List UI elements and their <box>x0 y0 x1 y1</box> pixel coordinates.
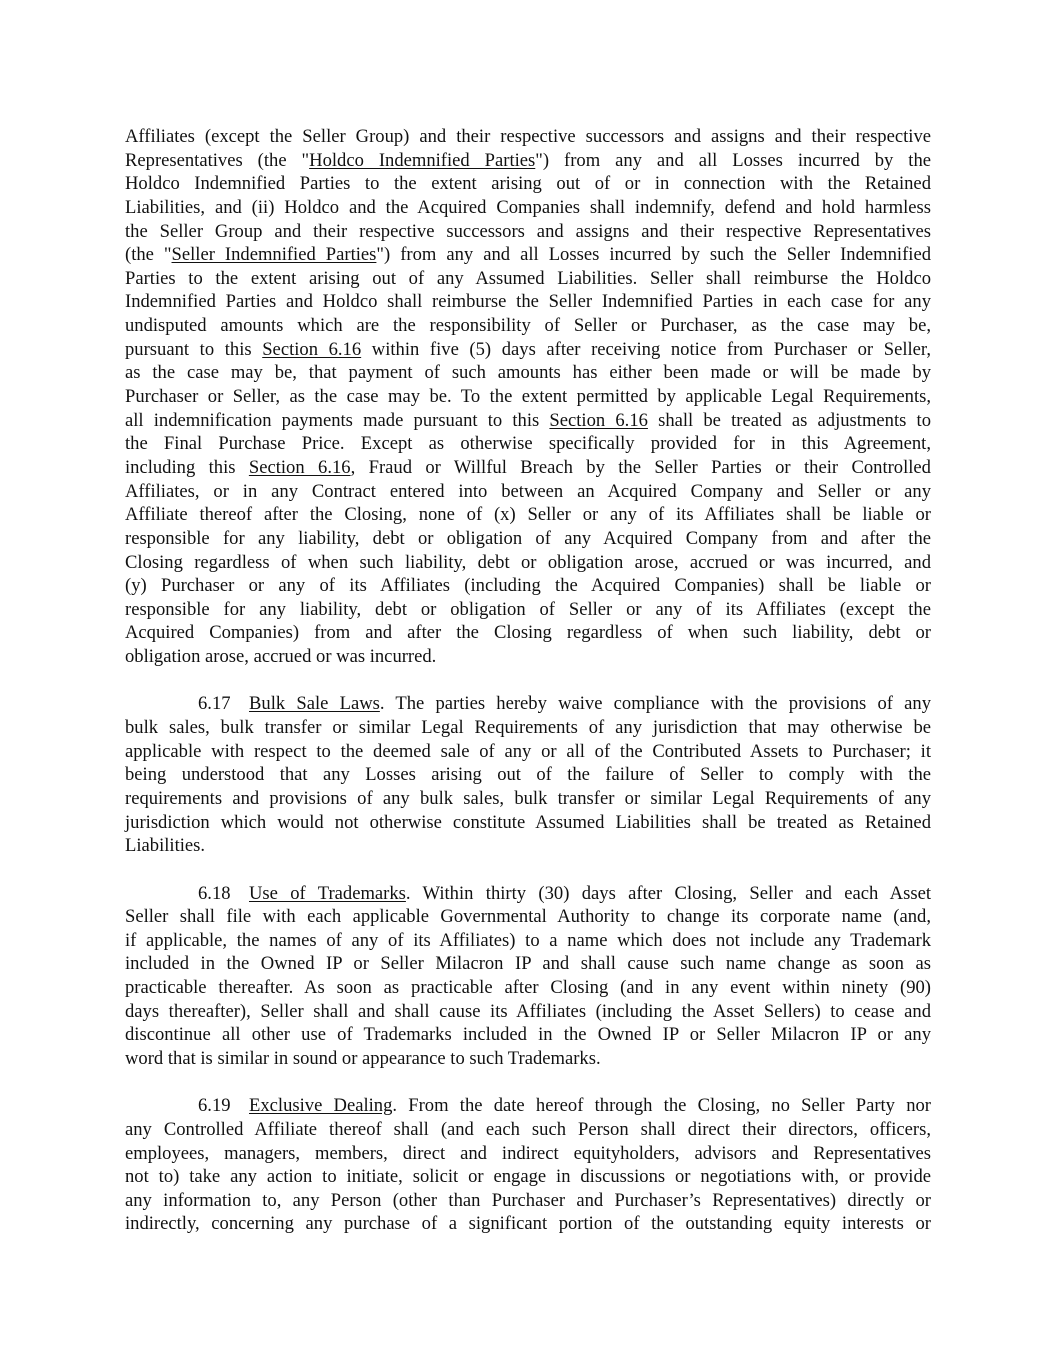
text-line <box>125 1094 931 1118</box>
text-line <box>125 787 931 811</box>
underlined-term: Section 6.16 <box>262 338 362 360</box>
text-line <box>125 432 931 456</box>
text-segment: Closing regardless of when such liability, debt or obligation arose, accrued or was incurred, and <box>125 551 931 573</box>
text-segment: ") from any and all Losses incurred by such the Seller Indemnified <box>376 244 931 266</box>
text-segment: Liabilities, and (ii) Holdco and the Acquired Companies shall indemnify, defend and hold harmless <box>125 196 931 218</box>
text-segment: any information to, any Person (other than Purchaser and Purchaser’s Representatives) directly or <box>125 1189 931 1211</box>
text-segment: included in the Owned IP or Seller Milacron IP and shall cause such name change as soon as <box>125 953 931 975</box>
underlined-term: Seller Indemnified Parties <box>171 244 377 266</box>
text-line <box>125 149 931 173</box>
text-line <box>125 456 931 480</box>
underlined-term: Bulk Sale Laws <box>249 693 380 715</box>
text-segment: Affiliate thereof after the Closing, none of (x) Seller or any of its Affiliates shall be liable or <box>125 504 931 526</box>
underlined-term: Use of Trademarks <box>249 882 406 904</box>
underlined-term: Section 6.16 <box>248 456 351 478</box>
paragraph-section-6-18 <box>125 882 931 1071</box>
text-segment: bulk sales, bulk transfer or similar Legal Requirements of any jurisdiction that may otherwise be <box>125 717 931 739</box>
text-segment: employees, managers, members, direct and indirect equityholders, advisors and Representatives <box>125 1142 931 1164</box>
text-segment: within five (5) days after receiving notice from Purchaser or Seller, <box>361 338 932 360</box>
text-line <box>125 196 931 220</box>
text-line <box>125 882 931 906</box>
text-line <box>125 763 931 787</box>
text-line <box>125 480 931 504</box>
paragraph-section-6-17 <box>125 692 931 857</box>
text-segment: ") from any and all Losses incurred by the <box>535 149 932 171</box>
text-segment: , Fraud or Willful Breach by the Seller Parties or their Controlled <box>350 456 931 478</box>
text-line <box>125 1189 931 1213</box>
text-segment: requirements and provisions of any bulk sales, bulk transfer or similar Legal Requirements of any <box>125 787 931 809</box>
text-segment: including this <box>125 456 249 478</box>
text-segment: the Final Purchase Price. Except as otherwise specifically provided for in this Agreement, <box>125 433 931 455</box>
text-segment: responsible for any liability, debt or obligation of Seller or any of its Affiliates (except the <box>125 598 931 620</box>
text-line <box>125 740 931 764</box>
text-line <box>125 834 931 858</box>
text-segment: shall be treated as adjustments to <box>647 409 931 431</box>
text-line <box>125 1212 931 1236</box>
text-line <box>125 243 931 267</box>
text-segment: jurisdiction which would not otherwise constitute Assumed Liabilities shall be treated as Retained <box>125 811 931 833</box>
document-page <box>125 125 931 1260</box>
text-segment: discontinue all other use of Trademarks included in the Owned IP or Seller Milacron IP or any <box>125 1024 931 1046</box>
text-segment: all indemnification payments made pursuant to this <box>125 409 550 431</box>
text-segment: being understood that any Losses arising out of the failure of Seller to comply with the <box>125 764 931 786</box>
text-segment: Holdco Indemnified Parties to the extent arising out of or in connection with the Retained <box>125 173 931 195</box>
text-segment: not to) take any action to initiate, solicit or engage in discussions or negotiations with, or provide <box>125 1166 931 1188</box>
text-segment: . From the date hereof through the Closing, no Seller Party nor <box>392 1095 931 1117</box>
text-line <box>125 1165 931 1189</box>
text-segment: Indemnified Parties and Holdco shall reimburse the Seller Indemnified Parties in each case for any <box>125 291 931 313</box>
text-line <box>125 1000 931 1024</box>
section-number: 6.17 <box>198 693 231 715</box>
text-segment: word that is similar in sound or appearance to such Trademarks. <box>125 1047 601 1069</box>
paragraph-section-6-19 <box>125 1094 931 1236</box>
text-line <box>125 1118 931 1142</box>
text-segment: as the case may be, that payment of such amounts has either been made or will be made by <box>125 362 931 384</box>
underlined-term: Section 6.16 <box>549 409 648 431</box>
text-line <box>125 551 931 575</box>
text-line <box>125 1047 931 1071</box>
text-segment: obligation arose, accrued or was incurred. <box>125 646 437 668</box>
text-line <box>125 598 931 622</box>
text-segment: Affiliates (except the Seller Group) and their respective successors and assigns and their respective <box>125 126 931 147</box>
text-segment: Seller shall file with each applicable Governmental Authority to change its corporate name (and, <box>125 906 931 928</box>
text-line <box>125 952 931 976</box>
text-line <box>125 645 931 669</box>
text-line <box>125 716 931 740</box>
text-segment: Parties to the extent arising out of any Assumed Liabilities. Seller shall reimburse the Holdco <box>125 267 931 289</box>
text-line <box>125 290 931 314</box>
text-segment: Affiliates, or in any Contract entered into between an Acquired Company and Seller or any <box>125 480 931 502</box>
text-segment: (the " <box>125 244 172 266</box>
text-line <box>125 1142 931 1166</box>
text-line <box>125 1023 931 1047</box>
text-line <box>125 574 931 598</box>
underlined-term: Exclusive Dealing <box>249 1095 393 1117</box>
text-line <box>125 172 931 196</box>
text-segment: applicable with respect to the deemed sale of any or all of the Contributed Assets to Purchaser; it <box>125 740 931 762</box>
text-line <box>125 811 931 835</box>
section-number: 6.18 <box>198 882 231 904</box>
text-line <box>125 338 931 362</box>
text-segment: undisputed amounts which are the responsibility of Seller or Purchaser, as the case may be, <box>125 315 931 337</box>
text-segment: Liabilities. <box>125 835 206 857</box>
text-segment: indirectly, concerning any purchase of a significant portion of the outstanding equity interests or <box>125 1213 931 1235</box>
text-line <box>125 361 931 385</box>
text-segment: Purchaser or Seller, as the case may be. To the extent permitted by applicable Legal Requirements, <box>125 386 931 408</box>
text-segment: pursuant to this <box>125 338 263 360</box>
text-line <box>125 503 931 527</box>
text-line <box>125 409 931 433</box>
text-segment: the Seller Group and their respective successors and assigns and their respective Representatives <box>125 220 931 242</box>
text-line <box>125 314 931 338</box>
text-segment: Representatives (the " <box>125 149 310 171</box>
text-line <box>125 220 931 244</box>
text-line <box>125 621 931 645</box>
text-line <box>125 125 931 149</box>
text-line <box>125 527 931 551</box>
text-segment: responsible for any liability, debt or obligation of any Acquired Company from and after the <box>125 527 931 549</box>
text-line <box>125 929 931 953</box>
text-segment: . The parties hereby waive compliance with the provisions of any <box>379 693 931 715</box>
text-segment: any Controlled Affiliate thereof shall (and each such Person shall direct their directors, officers, <box>125 1118 931 1140</box>
text-segment: practicable thereafter. As soon as practicable after Closing (and in any event within ninety (90) <box>125 977 931 999</box>
text-segment: . Within thirty (30) days after Closing, Seller and each Asset <box>405 882 931 904</box>
section-number: 6.19 <box>198 1095 231 1117</box>
underlined-term: Holdco Indemnified Parties <box>309 149 536 171</box>
text-line <box>125 905 931 929</box>
text-line <box>125 976 931 1000</box>
text-line <box>125 267 931 291</box>
text-line <box>125 692 931 716</box>
text-line <box>125 385 931 409</box>
text-segment: (y) Purchaser or any of its Affiliates (including the Acquired Companies) shall be liable or <box>125 575 931 597</box>
text-segment: if applicable, the names of any of its Affiliates) to a name which does not include any Trademark <box>125 929 931 951</box>
paragraph-indemnification-continued <box>125 125 931 669</box>
text-segment: days thereafter), Seller shall and shall cause its Affiliates (including the Asset Sellers) to cease and <box>125 1000 931 1022</box>
text-segment: Acquired Companies) from and after the Closing regardless of when such liability, debt or <box>125 622 931 644</box>
